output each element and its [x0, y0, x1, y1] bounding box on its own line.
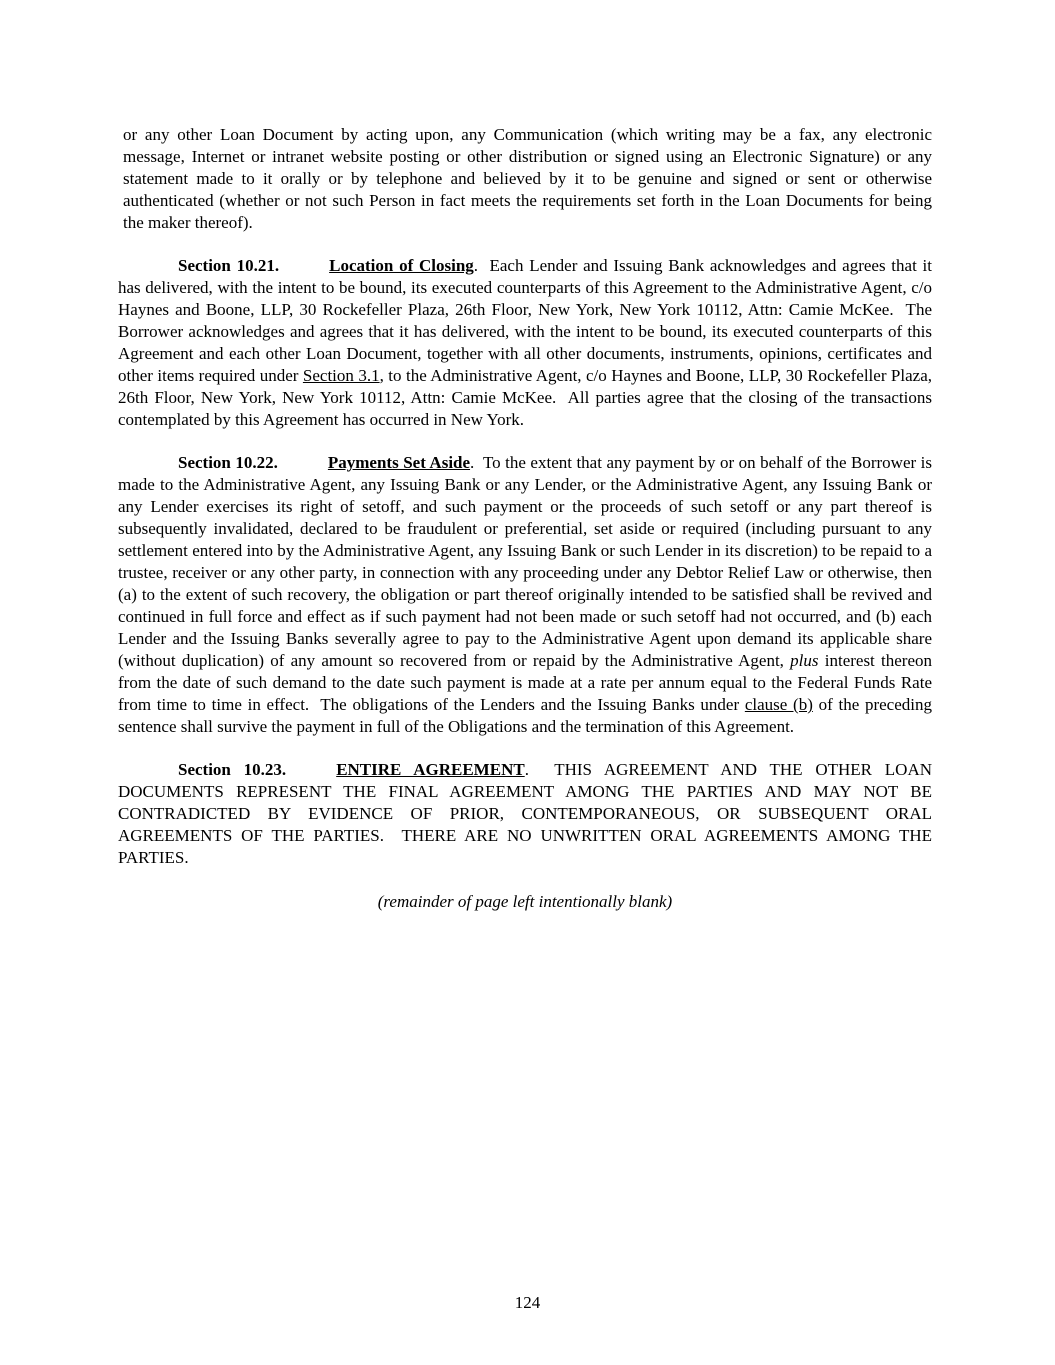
- paragraph-section-10-21: [118, 255, 937, 431]
- paragraph-section-10-23: [118, 759, 937, 869]
- section-title-10-22: Payments Set Aside: [327, 453, 471, 472]
- section-10-22-body-1: . To the extent that any payment by or on behalf of the Borrower is made to the Administrative Agent, any Issuing Bank or any Lender, or the Administrative Agent, any Issuing Bank or any Lender exercises its right of setoff, and such payment or the proceeds of such setoff or any part thereof is subsequently invalidated, declared to be fraudulent or preferential, set aside or required (including pursuant to any settlement entered into by the Administrative Agent, any Issuing Bank or such Lender in its discretion) to be repaid to a trustee, receiver or any other party, in connection with any proceeding under any Debtor Relief Law or otherwise, then (a) to the extent of such recovery, the obligation or part thereof originally intended to be satisfied shall be revived and continued in full force and effect as if such payment had not been made or such setoff had not occurred, and (b) each Lender and the Issuing Banks severally agree to pay to the Administrative Agent upon demand its applicable share (without duplication) of any amount so recovered from or repaid by the Administrative Agent,: [118, 453, 937, 670]
- section-number-10-22: Section 10.22.: [178, 453, 278, 472]
- section-10-22-body-2: interest thereon from the date of such demand to the date such payment is made at a rate per annum equal to the Federal Funds Rate from time to time in effect. The obligations of the Lenders and the Issuing Banks under: [118, 651, 937, 714]
- italic-plus: plus: [790, 651, 819, 670]
- paragraph-intro: [123, 124, 937, 234]
- section-number-10-21: Section 10.21.: [178, 256, 280, 275]
- section-10-22-body-3: of the preceding sentence shall survive the payment in full of the Obligations and the termination of this Agreement.: [118, 695, 937, 736]
- section-title-10-21: Location of Closing: [329, 256, 474, 275]
- section-title-10-23: ENTIRE AGREEMENT: [336, 760, 525, 779]
- page-number: 124: [514, 1293, 541, 1312]
- cross-reference-clause-b: clause (b): [744, 695, 813, 714]
- section-10-23-body-1: . THIS AGREEMENT AND THE OTHER LOAN DOCUMENTS REPRESENT THE FINAL AGREEMENT AMONG THE PARTIES AND MAY NOT BE CONTRADICTED BY EVIDENCE OF PRIOR, CONTEMPORANEOUS, OR SUBSEQUENT ORAL AGREEMENTS OF THE PARTIES. THERE ARE NO UNWRITTEN ORAL AGREEMENTS AMONG THE PARTIES.: [118, 760, 937, 867]
- section-number-10-23: Section 10.23.: [178, 760, 287, 779]
- cross-reference-section-3-1: Section 3.1: [302, 366, 380, 385]
- remainder-note: [118, 891, 932, 913]
- section-10-21-body-1: . Each Lender and Issuing Bank acknowledges and agrees that it has delivered, with the intent to be bound, its executed counterparts of this Agreement to the Administrative Agent, c/o Haynes and Boone, LLP, 30 Rockefeller Plaza, 26th Floor, New York, New York 10112, Attn: Camie McKee. The Borrower acknowledges and agrees that it has delivered, with the intent to be bound, its executed counterparts of this Agreement and each other Loan Document, together with all other documents, instruments, opinions, certificates and other items required under: [118, 256, 937, 385]
- remainder-note-text: (remainder of page left intentionally blank): [377, 892, 673, 911]
- section-10-21-body-2: , to the Administrative Agent, c/o Haynes and Boone, LLP, 30 Rockefeller Plaza, 26th Floor, New York, New York 10112, Attn: Camie McKee. All parties agree that the closing of the transactions contemplated by this Agreement has occurred in New York.: [118, 366, 937, 429]
- intro-text: or any other Loan Document by acting upon, any Communication (which writing may be a fax, any electronic message, Internet or intranet website posting or other distribution or signed using an Electronic Signature) or any statement made to it orally or by telephone and believed by it to be genuine and signed or sent or otherwise authenticated (whether or not such Person in fact meets the requirements set forth in the Loan Documents for being the maker thereof).: [123, 125, 937, 232]
- paragraph-section-10-22: [118, 452, 937, 738]
